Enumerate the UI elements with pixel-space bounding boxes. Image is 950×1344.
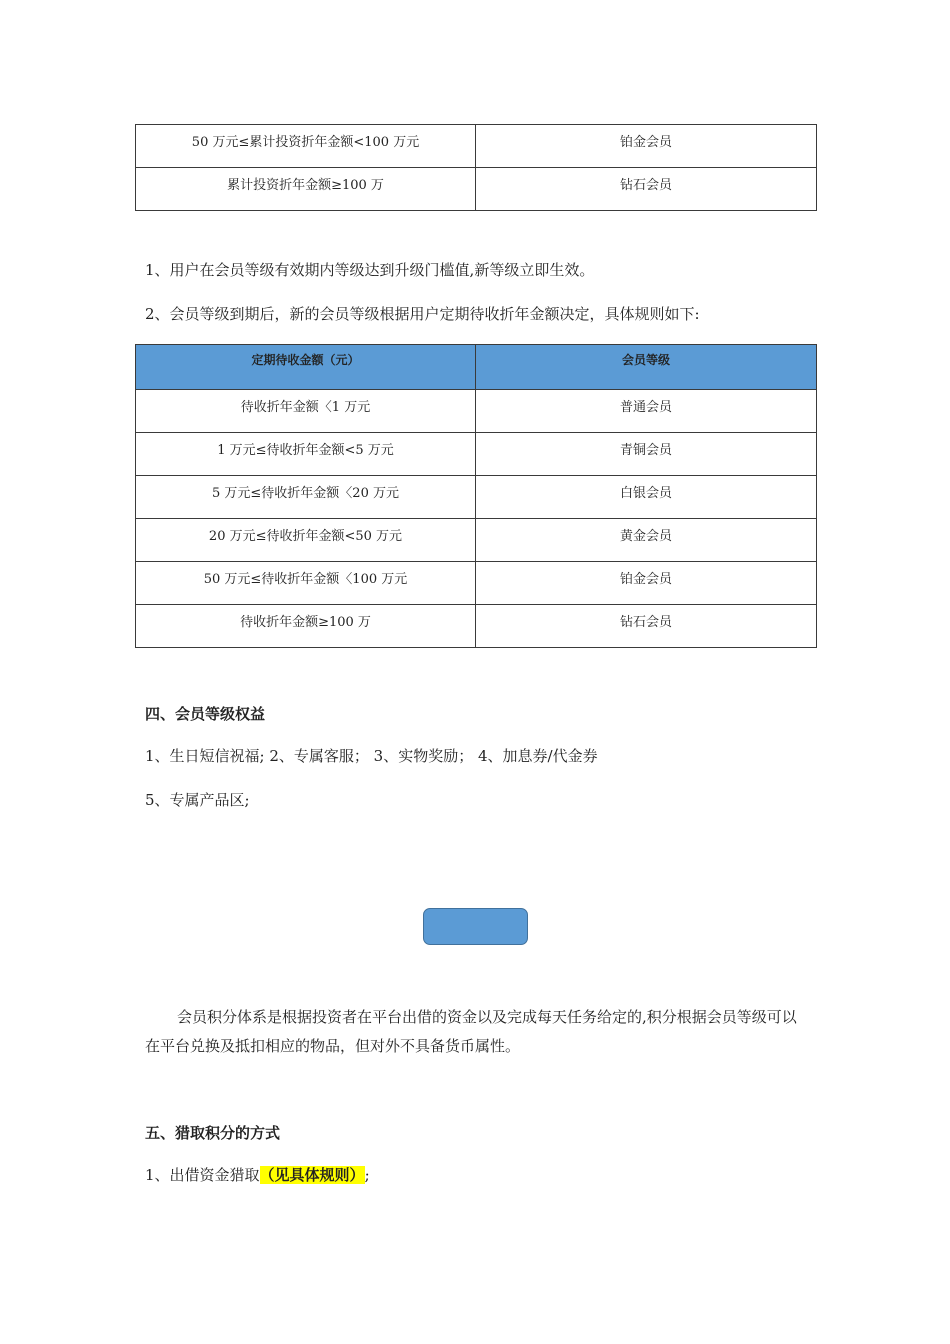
section5-item-1 (145, 1164, 370, 1185)
level-cell: 白银会员 (476, 476, 817, 519)
item1-highlight: （见具体规则） (259, 1166, 365, 1184)
benefits-line-2: 5、专属产品区; (145, 791, 250, 809)
level-cell: 青铜会员 (476, 433, 817, 476)
amount-cell: 50 万元≤待收折年金额〈100 万元 (136, 562, 476, 605)
item1-suffix: ; (364, 1166, 370, 1184)
amount-cell: 待收折年金额〈1 万元 (136, 390, 476, 433)
membership-table-pending (135, 344, 817, 648)
amount-cell: 待收折年金额≥100 万 (136, 605, 476, 648)
amount-cell: 5 万元≤待收折年金额〈20 万元 (136, 476, 476, 519)
rule-line-2: 2、会员等级到期后，新的会员等级根据用户定期待收折年金额决定，具体规则如下: (145, 305, 700, 323)
level-cell: 铂金会员 (476, 562, 817, 605)
table-header-row (136, 345, 817, 390)
table-row (136, 168, 817, 211)
table-row (136, 476, 817, 519)
benefits-line-1: 1、生日短信祝福; 2、专属客服； 3、实物奖励； 4、加息券/代金券 (145, 747, 598, 765)
section4-heading: 四、会员等级权益 (145, 705, 266, 723)
rounded-rectangle-shape (423, 908, 528, 945)
level-cell: 钻石会员 (476, 168, 817, 211)
table-row (136, 433, 817, 476)
table-row (136, 125, 817, 168)
amount-cell: 1 万元≤待收折年金额<5 万元 (136, 433, 476, 476)
header-level: 会员等级 (476, 345, 817, 390)
header-amount: 定期待收金额（元） (136, 345, 476, 390)
section5-heading: 五、猎取积分的方式 (145, 1124, 281, 1142)
rule-line-1: 1、用户在会员等级有效期内等级达到升级门槛值,新等级立即生效。 (145, 261, 595, 279)
points-paragraph: 会员积分体系是根据投资者在平台出借的资金以及完成每天任务给定的,积分根据会员等级可以在平台兑换及抵扣相应的物品，但对外不具备货币属性。 (145, 1008, 797, 1055)
amount-cell: 20 万元≤待收折年金额<50 万元 (136, 519, 476, 562)
level-cell: 铂金会员 (476, 125, 817, 168)
level-cell: 黄金会员 (476, 519, 817, 562)
table-row (136, 519, 817, 562)
item1-prefix: 1、出借资金猎取 (145, 1166, 260, 1184)
level-cell: 钻石会员 (476, 605, 817, 648)
amount-cell: 50 万元≤累计投资折年金额<100 万元 (136, 125, 476, 168)
table-row (136, 562, 817, 605)
amount-cell: 累计投资折年金额≥100 万 (136, 168, 476, 211)
table-row (136, 605, 817, 648)
level-cell: 普通会员 (476, 390, 817, 433)
membership-table-cumulative (135, 124, 817, 211)
table-row (136, 390, 817, 433)
